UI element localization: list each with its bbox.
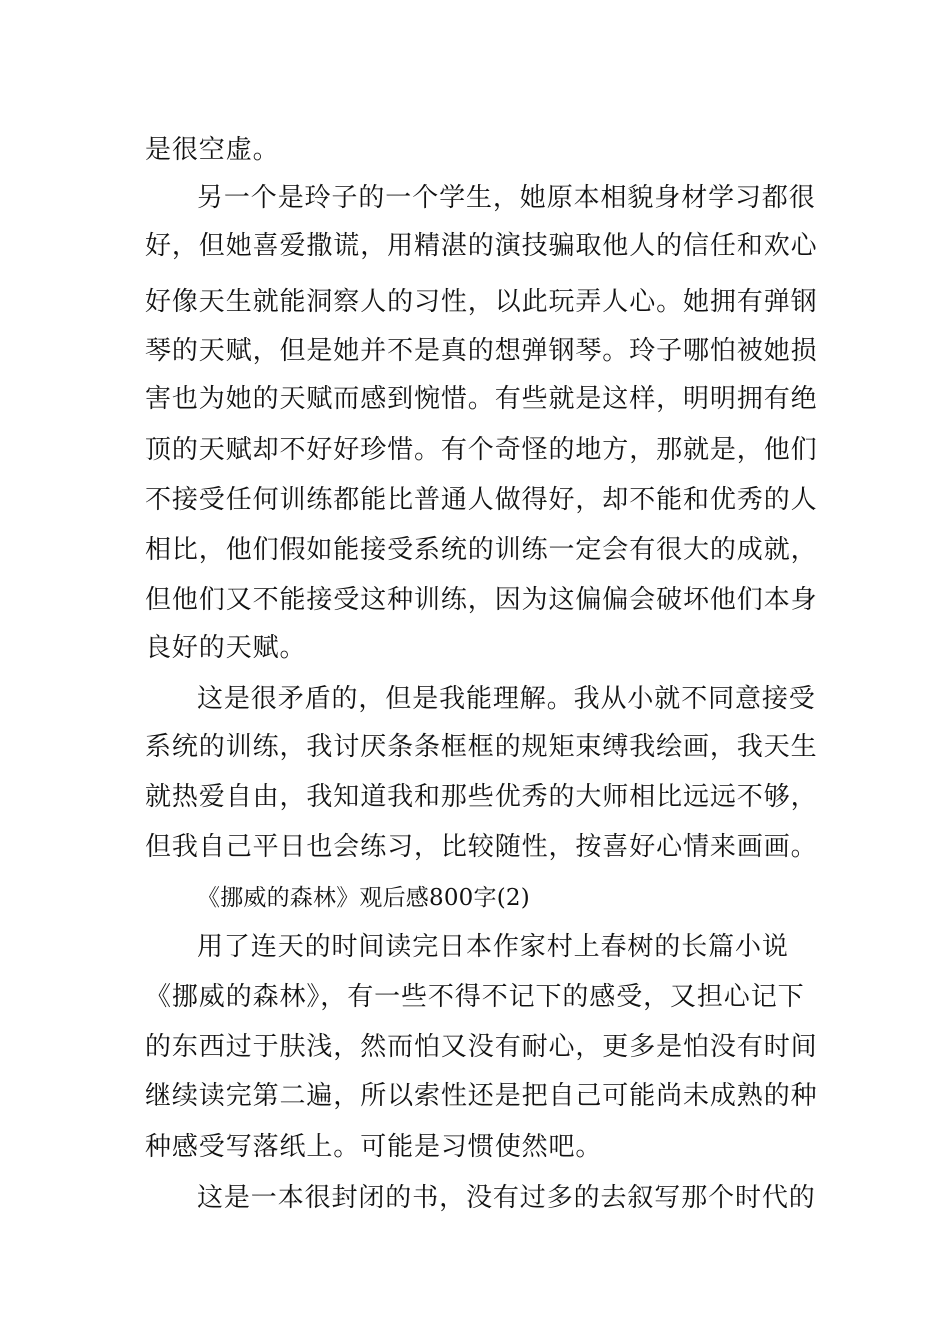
text-line: 的东西过于肤浅，然而怕又没有耐心，更多是怕没有时间 [145,1032,818,1062]
text-line: 但我自己平日也会练习，比较随性，按喜好心情来画画。 [145,832,818,862]
text-line: 顶的天赋却不好好珍惜。有个奇怪的地方，那就是，他们 [145,435,818,465]
text-line: 相比，他们假如能接受系统的训练一定会有很大的成就， [145,535,818,565]
paragraph-start-line: 另一个是玲子的一个学生，她原本相貌身材学习都很 [197,183,816,213]
text-line: 琴的天赋，但是她并不是真的想弹钢琴。玲子哪怕被她损 [145,336,818,366]
section-heading: 《挪威的森林》观后感800字(2) [197,885,530,911]
text-line: 好像天生就能洞察人的习性，以此玩弄人心。她拥有弹钢 [145,287,818,317]
text-line: 系统的训练，我讨厌条条框框的规矩束缚我绘画，我天生 [145,732,818,762]
text-line: 好，但她喜爱撒谎，用精湛的演技骗取他人的信任和欢心 [145,231,818,261]
paragraph-start-line: 用了连天的时间读完日本作家村上春树的长篇小说 [197,932,789,962]
text-line: 种感受写落纸上。可能是习惯使然吧。 [145,1132,603,1162]
text-line: 但他们又不能接受这种训练，因为这偏偏会破坏他们本身 [145,585,818,615]
text-line: 不接受任何训练都能比普通人做得好，却不能和优秀的人 [145,485,818,515]
text-line: 《挪威的森林》，有一些不得不记下的感受，又担心记下 [145,982,805,1012]
text-line: 良好的天赋。 [145,633,307,663]
text-line: 是很空虚。 [145,135,280,165]
text-line: 继续读完第二遍，所以索性还是把自己可能尚未成熟的种 [145,1081,818,1111]
paragraph-start-line: 这是很矛盾的，但是我能理解。我从小就不同意接受 [197,684,816,714]
text-line: 害也为她的天赋而感到惋惜。有些就是这样，明明拥有绝 [145,384,818,414]
text-line: 就热爱自由，我知道我和那些优秀的大师相比远远不够， [145,782,818,812]
paragraph-start-line: 这是一本很封闭的书，没有过多的去叙写那个时代的 [197,1183,816,1213]
